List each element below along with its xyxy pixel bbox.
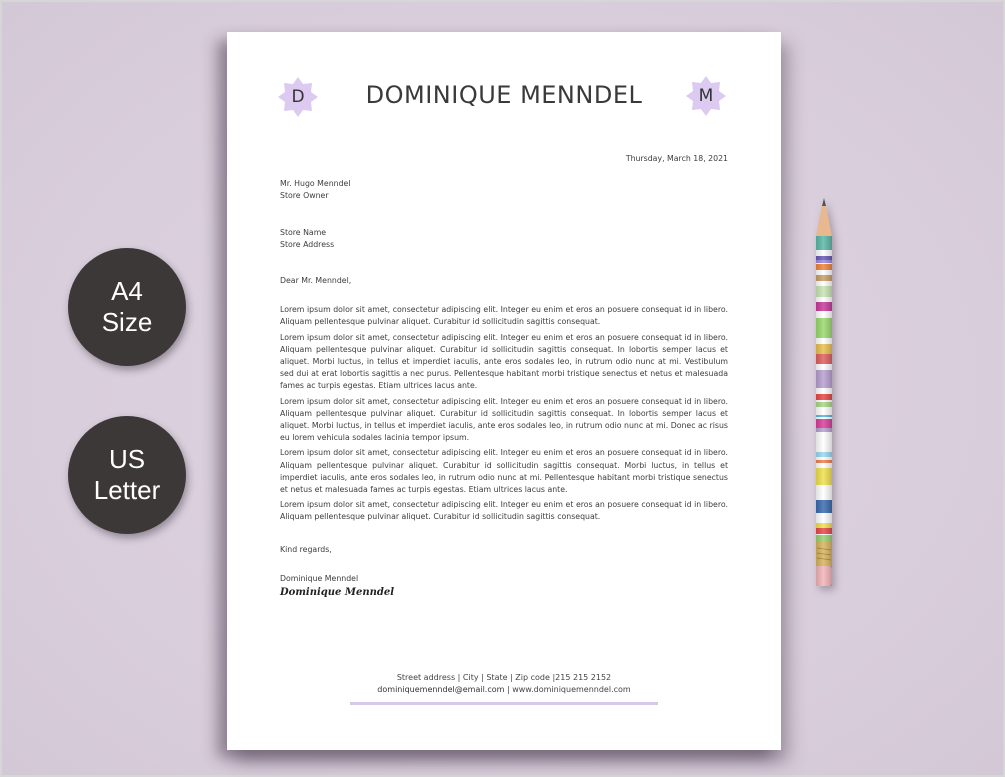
paragraph-1: Lorem ipsum dolor sit amet, consectetur adipiscing elit. Integer eu enim et eros an posuere consequat id in libero. Aliquam pellentesque pulvinar aliquet. Curabitur id sollicitudin sagittis consequat. (280, 305, 728, 327)
footer-address: Street address | City | State | Zip code |215 215 2152 (396, 673, 612, 682)
us-letter-line2: Letter (93, 475, 161, 505)
footer-separator: | (504, 685, 513, 694)
paragraph-4: Lorem ipsum dolor sit amet, consectetur adipiscing elit. Integer eu enim et eros an posuere consequat id in libero. Aliquam pellentesque pulvinar aliquet. Curabitur id sollicitudin sagittis consequat. Morbi luctus, in tellus et imperdiet iaculis, ante eros sodales leo, in rutrum odio nunc at mi. Pellentesque habitant morbi tristique senectus et netus et malesuada fames ac turpis egestas. Etiam ultrices lacus ante. (280, 448, 728, 495)
recipient-name: Mr. Hugo Menndel (280, 179, 351, 189)
letterhead-name: DOMINIQUE MENNDEL (365, 81, 643, 109)
letterhead-footer (227, 672, 781, 696)
signature: Dominique Menndel (280, 587, 395, 599)
recipient-title: Store Owner (280, 191, 329, 201)
store-address: Store Address (280, 239, 335, 249)
letter-body (280, 153, 728, 599)
letterhead-page (227, 32, 781, 750)
monogram-left-letter: D (291, 87, 305, 107)
us-letter-line1: US (108, 444, 146, 474)
letter-date: Thursday, March 18, 2021 (625, 154, 728, 163)
us-letter-badge (68, 416, 186, 534)
monogram-right-letter: M (698, 86, 714, 106)
a4-size-badge (68, 248, 186, 366)
recipient-block (280, 178, 728, 202)
closing: Kind regards, (280, 544, 332, 554)
sender-name: Dominique Menndel (280, 573, 359, 583)
paragraph-3: Lorem ipsum dolor sit amet, consectetur adipiscing elit. Integer eu enim et eros an posuere consequat id in libero. Aliquam pellentesque pulvinar aliquet. Curabitur id sollicitudin sagittis consequat. In lobortis semper lacus et aliquet. Morbi luctus, in tellus et imperdiet iaculis, ante eros sodales leo, in rutrum odio nunc at mi. Donec ac risus eu lorem vehicula sodales lacinia tempor ipsum. (280, 396, 728, 443)
greeting: Dear Mr. Menndel, (280, 276, 352, 286)
footer-divider (350, 702, 658, 705)
paragraph-5: Lorem ipsum dolor sit amet, consectetur adipiscing elit. Integer eu enim et eros an posuere consequat id in libero. Aliquam pellentesque pulvinar aliquet. Curabitur id sollicitudin sagittis consequat. (280, 500, 728, 522)
store-name: Store Name (280, 227, 327, 237)
a4-size-line1: A4 (111, 276, 143, 306)
store-block (280, 227, 728, 251)
paragraph-2: Lorem ipsum dolor sit amet, consectetur adipiscing elit. Integer eu enim et eros an posuere consequat id in libero. Aliquam pellentesque pulvinar aliquet. Curabitur id sollicitudin sagittis consequat. In lobortis semper lacus et aliquet. Morbi luctus, in tellus et imperdiet iaculis, ante eros sodales leo, in rutrum odio nunc at mi. Vestibulum sed dui at erat lobortis sagittis a nec purus. Pellentesque habitant morbi tristique senectus et netus et malesuada fames ac turpis egestas. Etiam ultrices lacus ante. (280, 332, 728, 391)
a4-size-line2: Size (101, 307, 153, 337)
pencil-icon (815, 198, 833, 590)
monogram-right (685, 75, 727, 117)
footer-email: dominiquemenndel@email.com (377, 685, 505, 694)
footer-website: www.dominiquemenndel.com (512, 685, 631, 694)
